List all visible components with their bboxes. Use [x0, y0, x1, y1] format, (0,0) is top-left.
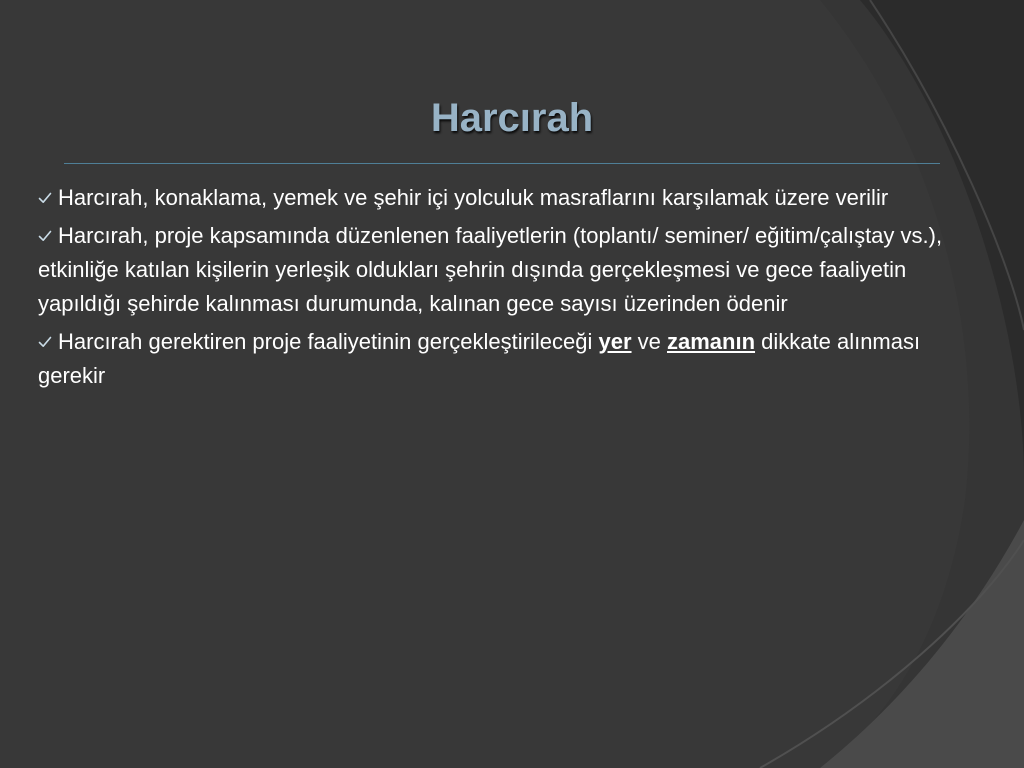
- bullet-item-1: [38, 181, 978, 215]
- bullet-text: Harcırah, proje kapsamında düzenlenen faaliyetlerin (toplantı/ seminer/ eğitim/çalıştay vs.), etkinliğe katılan kişilerin yerleşik oldukları şehrin dışında gerçekleşmesi ve gece faaliyetin yapıldığı şehirde kalınması durumunda, kalınan gece sayısı üzerinden ödenir: [38, 223, 943, 316]
- emphasis-word-zamanin: zamanın: [667, 329, 756, 354]
- bullet-text-part: dikkate alınması gerekir: [38, 329, 921, 388]
- checkmark-icon: [38, 191, 52, 205]
- checkmark-icon: [38, 229, 52, 243]
- checkmark-icon: [38, 335, 52, 349]
- bullet-item-3: [38, 325, 978, 393]
- bullet-text-part: ve: [631, 329, 667, 354]
- bullet-text-part: Harcırah gerektiren proje faaliyetinin gerçekleştirileceği: [58, 329, 599, 354]
- bullet-list: [38, 181, 978, 397]
- slide-title: Harcırah: [430, 96, 594, 140]
- bullet-text: Harcırah, konaklama, yemek ve şehir içi yolculuk masraflarını karşılamak üzere verilir: [58, 185, 889, 210]
- title-divider: [64, 163, 940, 164]
- bullet-item-2: [38, 219, 978, 321]
- emphasis-word-yer: yer: [598, 329, 632, 354]
